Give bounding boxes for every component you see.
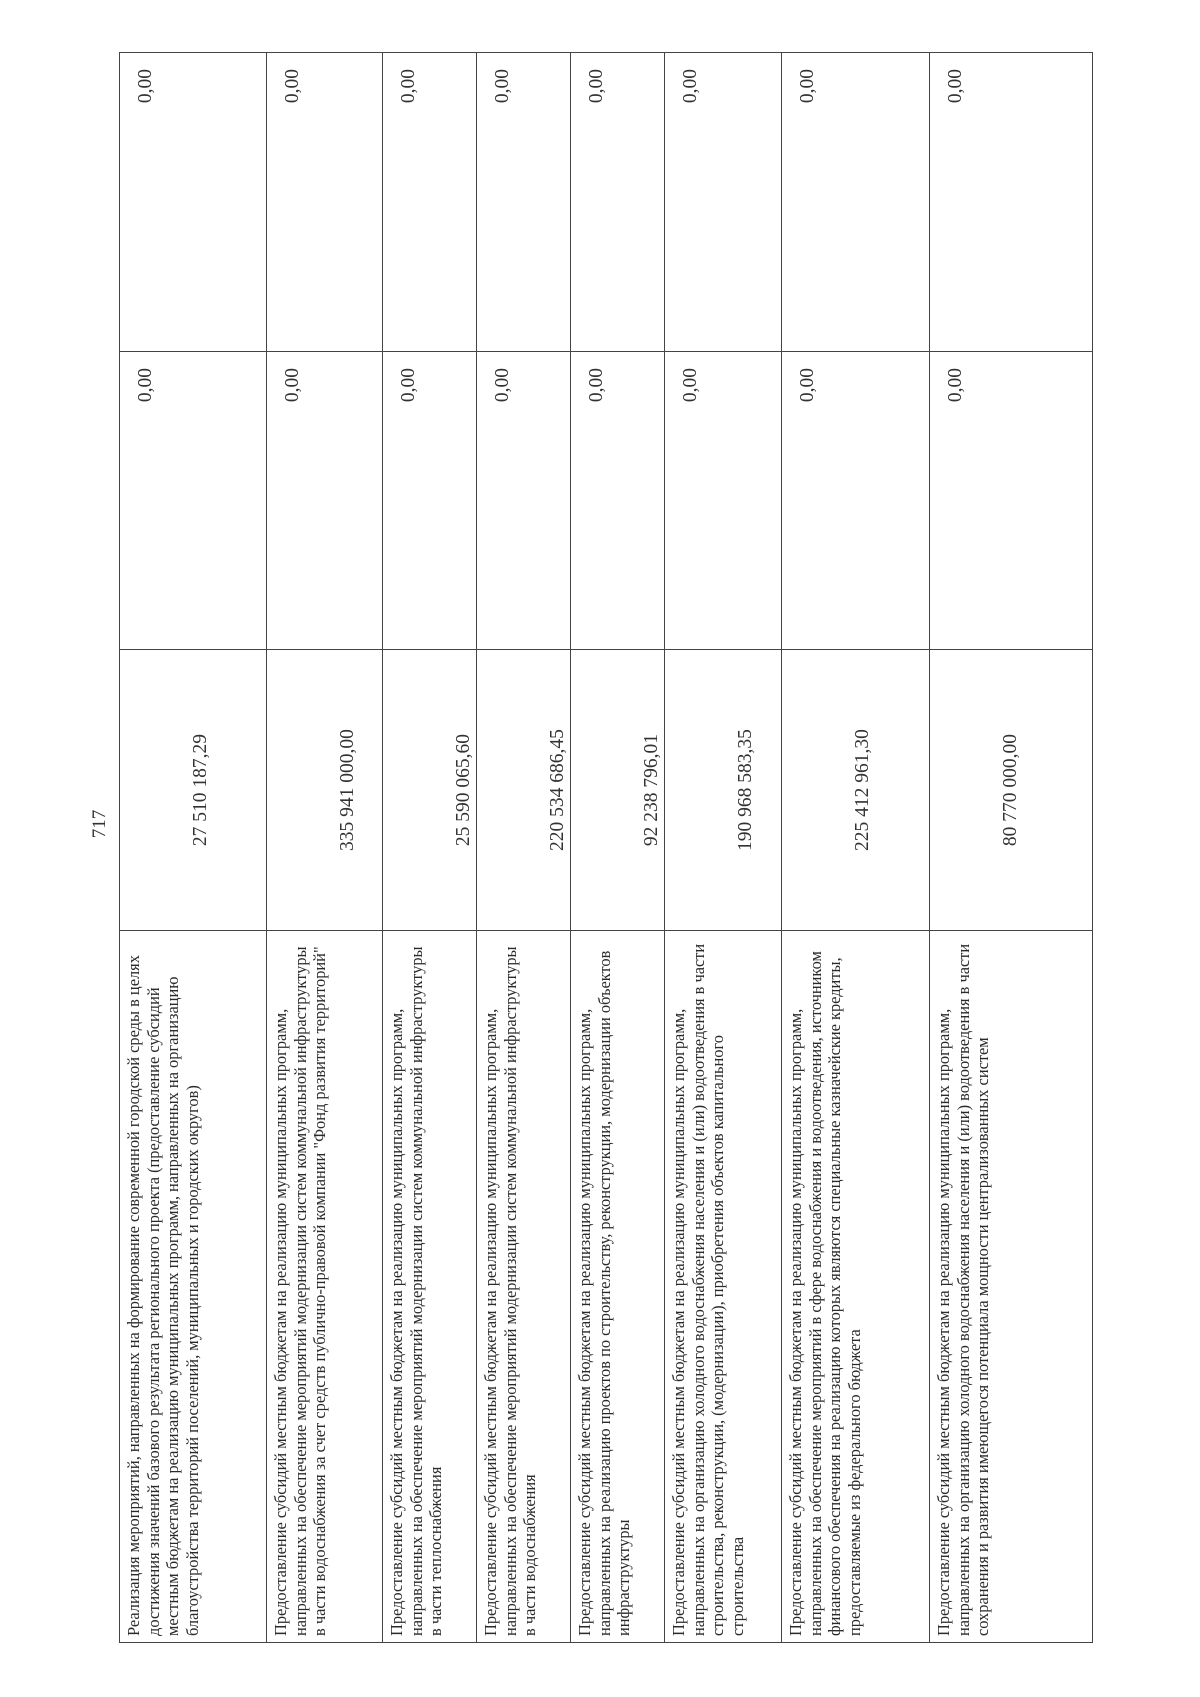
row-value-2: 0,00 <box>477 352 571 650</box>
row-amount: 80 770 000,00 <box>930 650 1093 931</box>
row-value-2: 0,00 <box>930 352 1093 650</box>
row-value-2: 0,00 <box>267 352 383 650</box>
table-row <box>267 53 383 1643</box>
row-value-3: 0,00 <box>267 53 383 352</box>
row-description: Предоставление субсидий местным бюджетам на реализацию муниципальных программ, направленных на организацию холодного водоснабжения населения и (или) водоотведения в части строительства, реконструкции, (модернизации), приобретения объектов капитального строительства <box>665 931 782 1643</box>
table-row <box>383 53 477 1643</box>
row-value-3: 0,00 <box>665 53 782 352</box>
row-value-2: 0,00 <box>665 352 782 650</box>
table-row <box>120 53 267 1643</box>
row-description: Предоставление субсидий местным бюджетам на реализацию муниципальных программ, направленных на организацию холодного водоснабжения населения и (или) водоотведения в части сохранения и развития имеющегося потенциала мощности централизованных систем <box>930 931 1093 1643</box>
row-description: Предоставление субсидий местным бюджетам на реализацию муниципальных программ, направленных на обеспечение мероприятий модернизации систем коммунальной инфраструктуры в части теплоснабжения <box>383 931 477 1643</box>
row-amount: 27 510 187,29 <box>120 650 267 931</box>
row-description: Предоставление субсидий местным бюджетам на реализацию муниципальных программ, направленных на обеспечение мероприятий модернизации систем коммунальной инфраструктуры в части водоснабжения <box>477 931 571 1643</box>
row-value-3: 0,00 <box>930 53 1093 352</box>
row-value-3: 0,00 <box>383 53 477 352</box>
page-number: 717 <box>89 809 110 839</box>
row-value-2: 0,00 <box>782 352 930 650</box>
row-description: Предоставление субсидий местным бюджетам на реализацию муниципальных программ, направленных на реализацию проектов по строительству, реконструкции, модернизации объектов инфраструктуры <box>571 931 665 1643</box>
table-row <box>782 53 930 1643</box>
row-amount: 190 968 583,35 <box>665 650 782 931</box>
row-amount: 335 941 000,00 <box>267 650 383 931</box>
row-amount: 92 238 796,01 <box>571 650 665 931</box>
row-value-3: 0,00 <box>571 53 665 352</box>
row-description: Предоставление субсидий местным бюджетам на реализацию муниципальных программ, направленных на обеспечение мероприятий в сфере водоснабжения и водоотведения, источником финансового обеспечения на реализацию которых являются специальные казначейские кредиты, предоставляемые из федерального бюджета <box>782 931 930 1643</box>
row-amount: 225 412 961,30 <box>782 650 930 931</box>
row-value-2: 0,00 <box>571 352 665 650</box>
table-row <box>477 53 571 1643</box>
row-value-2: 0,00 <box>120 352 267 650</box>
row-value-3: 0,00 <box>120 53 267 352</box>
table-row <box>930 53 1093 1643</box>
row-value-3: 0,00 <box>782 53 930 352</box>
row-description: Предоставление субсидий местным бюджетам на реализацию муниципальных программ, направленных на обеспечение мероприятий модернизации систем коммунальной инфраструктуры в части водоснабжения за счет средств публично-правовой компании "Фонд развития территорий" <box>267 931 383 1643</box>
row-description: Реализация мероприятий, направленных на формирование современной городской среды в целях достижения значений базового результата регионального проекта (предоставление субсидий местным бюджетам на реализацию муниципальных программ, направленных на организацию благоустройства территорий поселений, муниципальных и городских округов) <box>120 931 267 1643</box>
row-amount: 220 534 686,45 <box>477 650 571 931</box>
row-value-2: 0,00 <box>383 352 477 650</box>
rotated-page-content <box>119 53 1067 1643</box>
row-amount: 25 590 065,60 <box>383 650 477 931</box>
budget-table <box>119 52 1093 1643</box>
row-value-3: 0,00 <box>477 53 571 352</box>
table-row <box>571 53 665 1643</box>
table-row <box>665 53 782 1643</box>
